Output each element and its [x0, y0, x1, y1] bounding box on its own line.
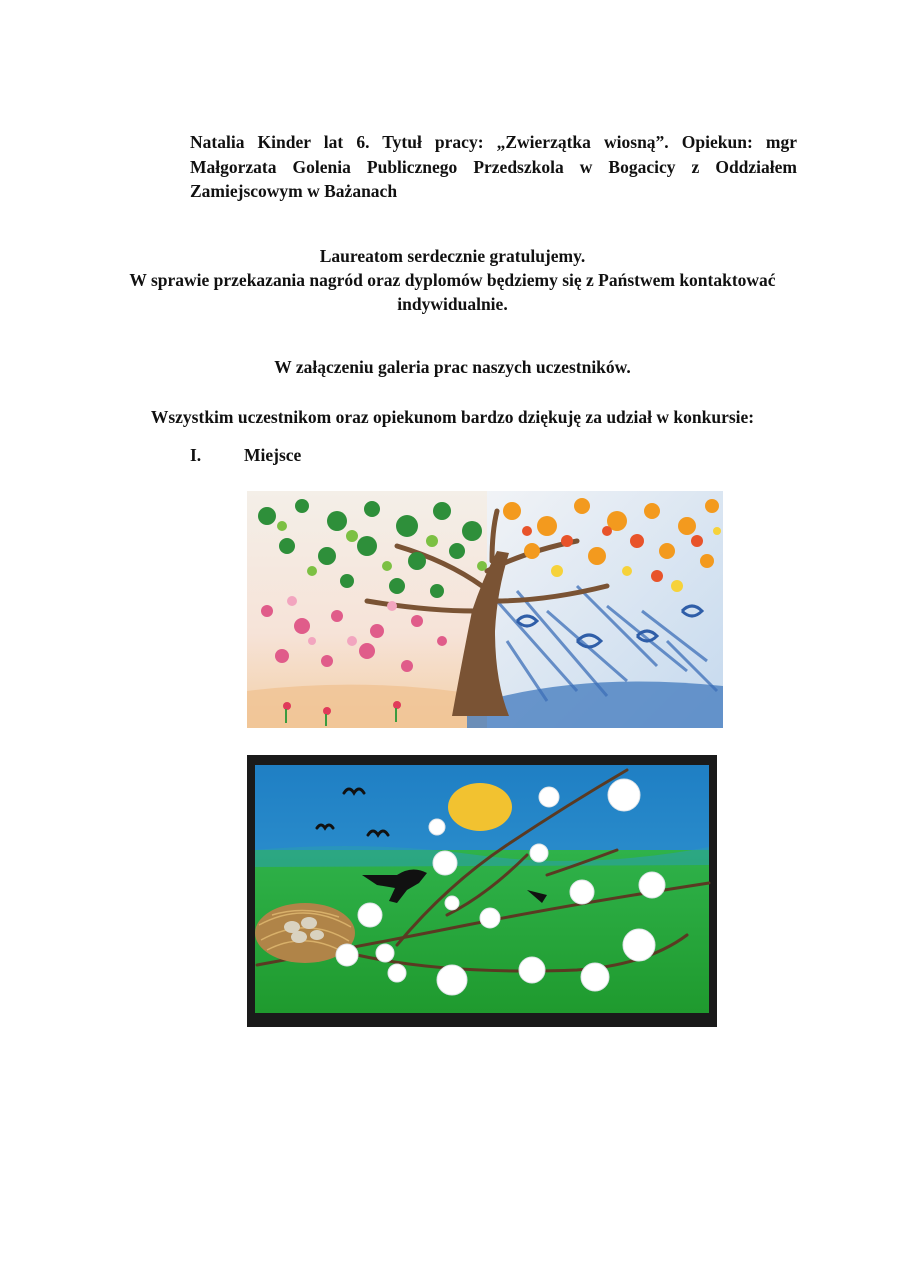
entry-paragraph: Natalia Kinder lat 6. Tytuł pracy: „Zwierzątka wiosną”. Opiekun: mgr Małgorzata Golenia Publicznego Przedszkola w Bogacicy z Oddziałem Zamiejscowym w Bażanach — [190, 132, 797, 201]
contact-line: W sprawie przekazania nagród oraz dyplomów będziemy się z Państwem kontaktować — [129, 270, 776, 290]
artwork-spring-collage — [247, 755, 717, 1027]
thanks-line: Wszystkim uczestnikom oraz opiekunom bardzo dziękuję za udział w konkursie: — [150, 407, 755, 427]
contact-line-continued: indywidualnie. — [397, 294, 508, 314]
section-title: Miejsce — [244, 445, 302, 465]
artwork-four-seasons-tree — [247, 491, 723, 728]
gallery-note: W załączeniu galeria prac naszych uczestników. — [274, 357, 631, 377]
section-heading — [190, 443, 301, 467]
congratulations-line: Laureatom serdecznie gratulujemy. — [319, 246, 586, 266]
section-number: I. — [190, 445, 202, 465]
